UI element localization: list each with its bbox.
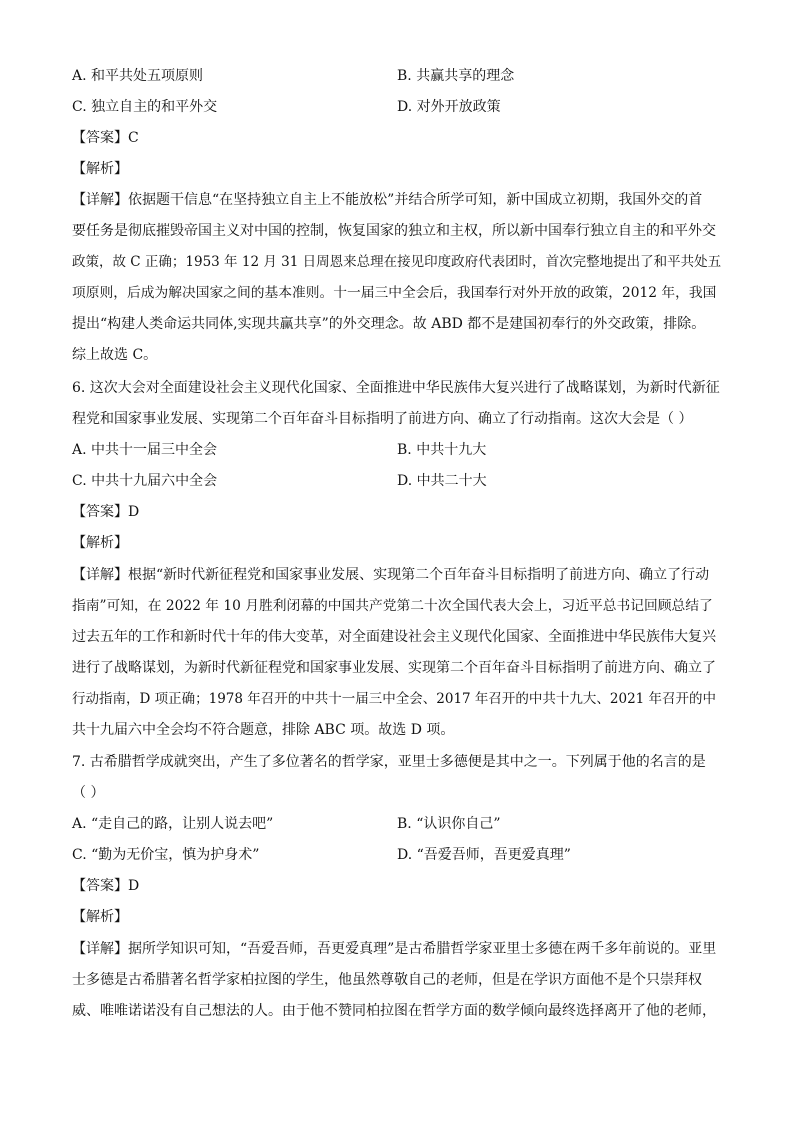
q7-option-d <box>397 845 571 865</box>
q6-detail-line: 行动指南，D 项正确；1978 年召开的中共十一届三中全会、2017 年召开的中共十九大、2021 年召开的中 <box>72 691 717 707</box>
option-letter: A. <box>72 442 87 458</box>
option-letter: B. <box>397 816 412 832</box>
q6-option-c <box>72 471 217 491</box>
q6-detail-line: 进行了战略谋划，为新时代新征程党和国家事业发展、实现第二个百年奋斗目标指明了前进方向、确立了 <box>72 660 716 676</box>
q5-option-d <box>397 97 501 117</box>
q5-detail-line: 要任务是彻底摧毁帝国主义对中国的控制，恢复国家的独立和主权，所以新中国奉行独立自主的和平外交 <box>72 223 716 239</box>
option-letter: D. <box>397 473 413 489</box>
option-letter: A. <box>72 816 87 832</box>
q7-option-c <box>72 845 259 865</box>
option-text: 中共十九届六中全会 <box>91 473 218 489</box>
q6-options-row-1 <box>72 440 722 460</box>
answer-value: D <box>128 504 140 520</box>
q5-options-row-1 <box>72 66 722 86</box>
option-text: 独立自主的和平外交 <box>91 99 218 115</box>
q5-option-c <box>72 97 217 117</box>
q5-detail-line: 【详解】依据题干信息“在坚持独立自主上不能放松”并结合所学可知，新中国成立初期，我国外交的首 <box>72 192 703 208</box>
option-letter: D. <box>397 99 413 115</box>
option-letter: A. <box>72 68 87 84</box>
q7-stem-line: 7. 古希腊哲学成就突出，产生了多位著名的哲学家，亚里士多德便是其中之一。下列属于他的名言的是 <box>72 754 706 770</box>
q5-answer <box>72 128 722 148</box>
q5-detail-line: 政策，故 C 正确；1953 年 12 月 31 日周恩来总理在接见印度政府代表团时，首次完整地提出了和平共处五 <box>72 254 722 270</box>
answer-value: C <box>128 130 139 146</box>
q6-answer <box>72 502 722 522</box>
q6-option-b <box>397 440 486 460</box>
option-text: 和平共处五项原则 <box>91 68 204 84</box>
answer-value: D <box>128 878 140 894</box>
option-letter: D. <box>397 847 413 863</box>
option-letter: C. <box>72 99 87 115</box>
q6-options-row-2 <box>72 471 722 491</box>
q5-detail-line: 提出“构建人类命运共同体,实现共赢共享”的外交理念。故 ABD 都不是建国初奉行的外交政策，排除。 <box>72 316 706 332</box>
q7-detail-line: 士多德是古希腊著名哲学家柏拉图的学生，他虽然尊敬自己的老师，但是在学识方面他不是个只崇拜权 <box>72 972 702 988</box>
answer-label: 【答案】 <box>72 130 128 146</box>
option-letter: B. <box>397 442 412 458</box>
option-text: “吾爱吾师，吾更爱真理” <box>416 847 571 863</box>
option-text: “走自己的路，让别人说去吧” <box>91 816 274 832</box>
option-text: 共赢共享的理念 <box>416 68 515 84</box>
q5-detail-line: 综上故选 C。 <box>72 347 158 363</box>
answer-label: 【答案】 <box>72 878 128 894</box>
q6-detail-line: 【详解】根据“新时代新征程党和国家事业发展、实现第二个百年奋斗目标指明了前进方向、确立了行动 <box>72 567 710 583</box>
q7-options-row-1 <box>72 814 722 834</box>
q7-detail-line: 【详解】据所学知识可知，“吾爱吾师，吾更爱真理”是古希腊哲学家亚里士多德在两千多年前说的。亚里 <box>72 941 717 957</box>
option-letter: C. <box>72 847 87 863</box>
option-letter: C. <box>72 473 87 489</box>
q6-stem-line: 6. 这次大会对全面建设社会主义现代化国家、全面推进中华民族伟大复兴进行了战略谋划，为新时代新征 <box>72 380 720 396</box>
q6-stem-line: 程党和国家事业发展、实现第二个百年奋斗目标指明了前进方向、确立了行动指南。这次大会是（ ） <box>72 411 693 427</box>
q7-stem-line: （ ） <box>72 785 105 801</box>
option-text: 中共十一届三中全会 <box>91 442 218 458</box>
option-text: 中共二十大 <box>416 473 487 489</box>
q7-option-b <box>397 814 501 834</box>
q6-option-d <box>397 471 487 491</box>
option-text: 中共十九大 <box>416 442 487 458</box>
q7-detail-line: 威、唯唯诺诺没有自己想法的人。由于他不赞同柏拉图在哲学方面的数学倾向最终选择离开了他的老师， <box>72 1003 716 1019</box>
option-letter: B. <box>397 68 412 84</box>
q7-options-row-2 <box>72 845 722 865</box>
q6-detail-line: 共十九届六中全会均不符合题意，排除 ABC 项。故选 D 项。 <box>72 722 455 738</box>
option-text: “勤为无价宝，慎为护身术” <box>91 847 260 863</box>
q7-answer <box>72 876 722 896</box>
option-text: “认识你自己” <box>416 816 501 832</box>
q7-analysis-label: 【解析】 <box>72 909 128 925</box>
q6-detail-line: 指南”可知，在 2022 年 10 月胜利闭幕的中国共产党第二十次全国代表大会上，习近平总书记回顾总结了 <box>72 598 713 614</box>
q6-analysis-label: 【解析】 <box>72 535 128 551</box>
q6-detail-line: 过去五年的工作和新时代十年的伟大变革，对全面建设社会主义现代化国家、全面推进中华民族伟大复兴 <box>72 629 716 645</box>
q6-option-a <box>72 440 217 460</box>
q5-options-row-2 <box>72 97 722 117</box>
q7-option-a <box>72 814 273 834</box>
answer-label: 【答案】 <box>72 504 128 520</box>
option-text: 对外开放政策 <box>416 99 501 115</box>
q5-detail-line: 项原则，后成为解决国家之间的基本准则。十一届三中全会后，我国奉行对外开放的政策，2012 年，我国 <box>72 285 717 301</box>
q5-analysis-label: 【解析】 <box>72 161 128 177</box>
q5-option-a <box>72 66 203 86</box>
q5-option-b <box>397 66 514 86</box>
